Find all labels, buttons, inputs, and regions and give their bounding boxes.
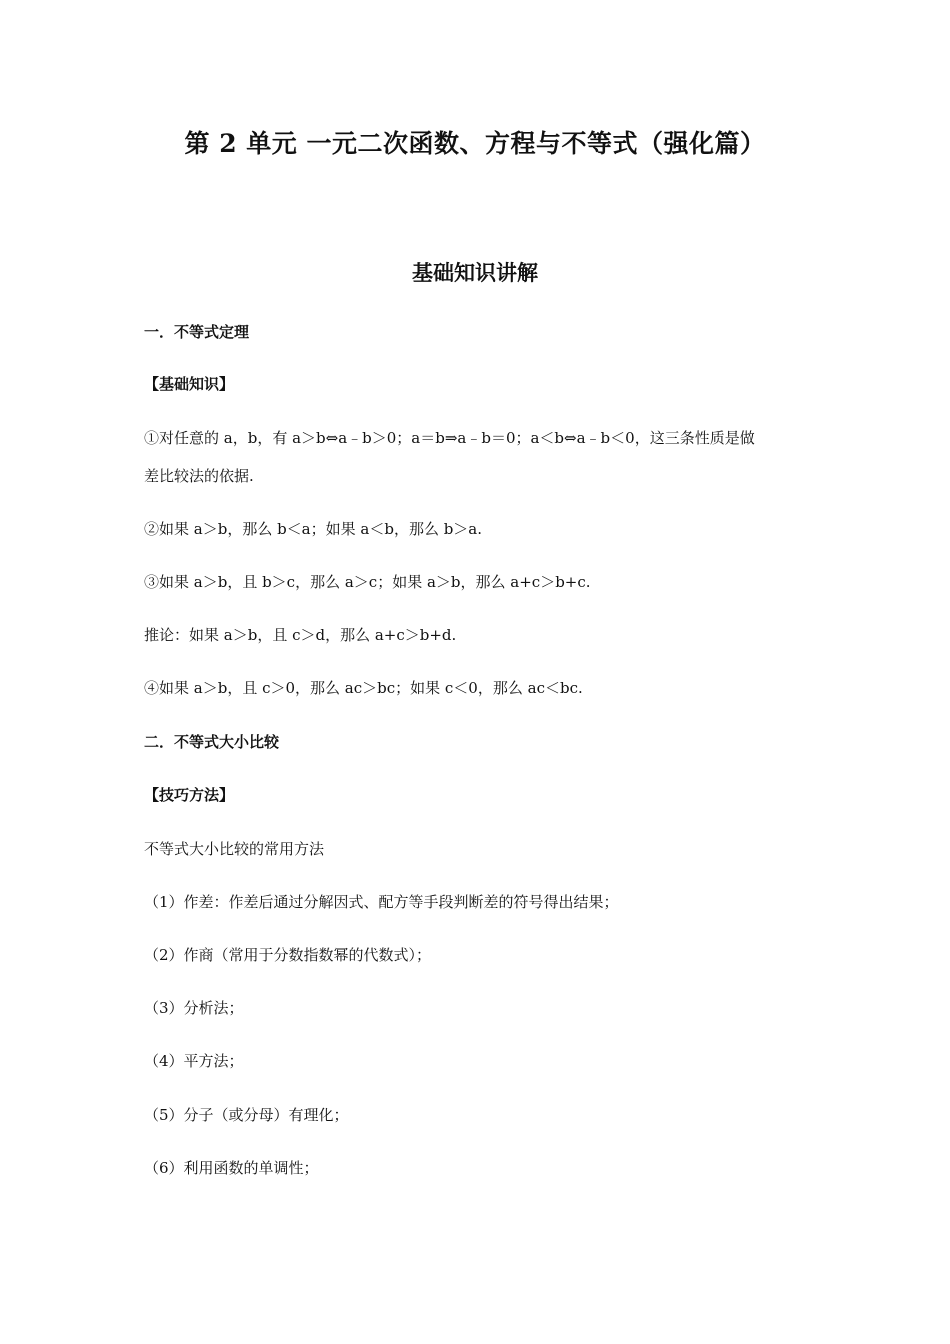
section-heading-comparison: 二．不等式大小比较 [144,733,280,751]
comparison-intro: 不等式大小比较的常用方法 [144,840,325,858]
theorem-item-1-line-1: ①对任意的 a，b，有 a＞b⇔a﹣b＞0；a＝b⇒a﹣b＝0；a＜b⇔a﹣b＜0，这三条性质是做 [144,429,755,447]
method-item: （5）分子（或分母）有理化； [144,1106,349,1124]
section-title: 基础知识讲解 [412,260,538,285]
document-title: 第 2 单元 一元二次函数、方程与不等式（强化篇） [184,129,766,158]
theorem-item-3: ③如果 a＞b，且 b＞c，那么 a＞c；如果 a＞b，那么 a+c＞b+c. [144,573,591,591]
method-item: （3）分析法； [144,999,244,1017]
method-item: （2）作商（常用于分数指数幂的代数式）； [144,946,432,964]
theorem-item-1-line-2: 差比较法的依据. [144,467,254,485]
theorem-item-4: ④如果 a＞b，且 c＞0，那么 ac＞bc；如果 c＜0，那么 ac＜bc. [144,679,583,697]
technique-tag: 【技巧方法】 [144,786,235,804]
theorem-corollary: 推论：如果 a＞b，且 c＞d，那么 a+c＞b+d. [144,626,457,644]
method-item: （1）作差：作差后通过分解因式、配方等手段判断差的符号得出结果； [144,893,619,911]
method-item: （4）平方法； [144,1052,244,1070]
basic-knowledge-tag: 【基础知识】 [144,375,235,393]
method-item: （6）利用函数的单调性； [144,1159,319,1177]
section-heading-inequality-theorems: 一．不等式定理 [144,323,250,341]
theorem-item-2: ②如果 a＞b，那么 b＜a；如果 a＜b，那么 b＞a. [144,520,483,538]
